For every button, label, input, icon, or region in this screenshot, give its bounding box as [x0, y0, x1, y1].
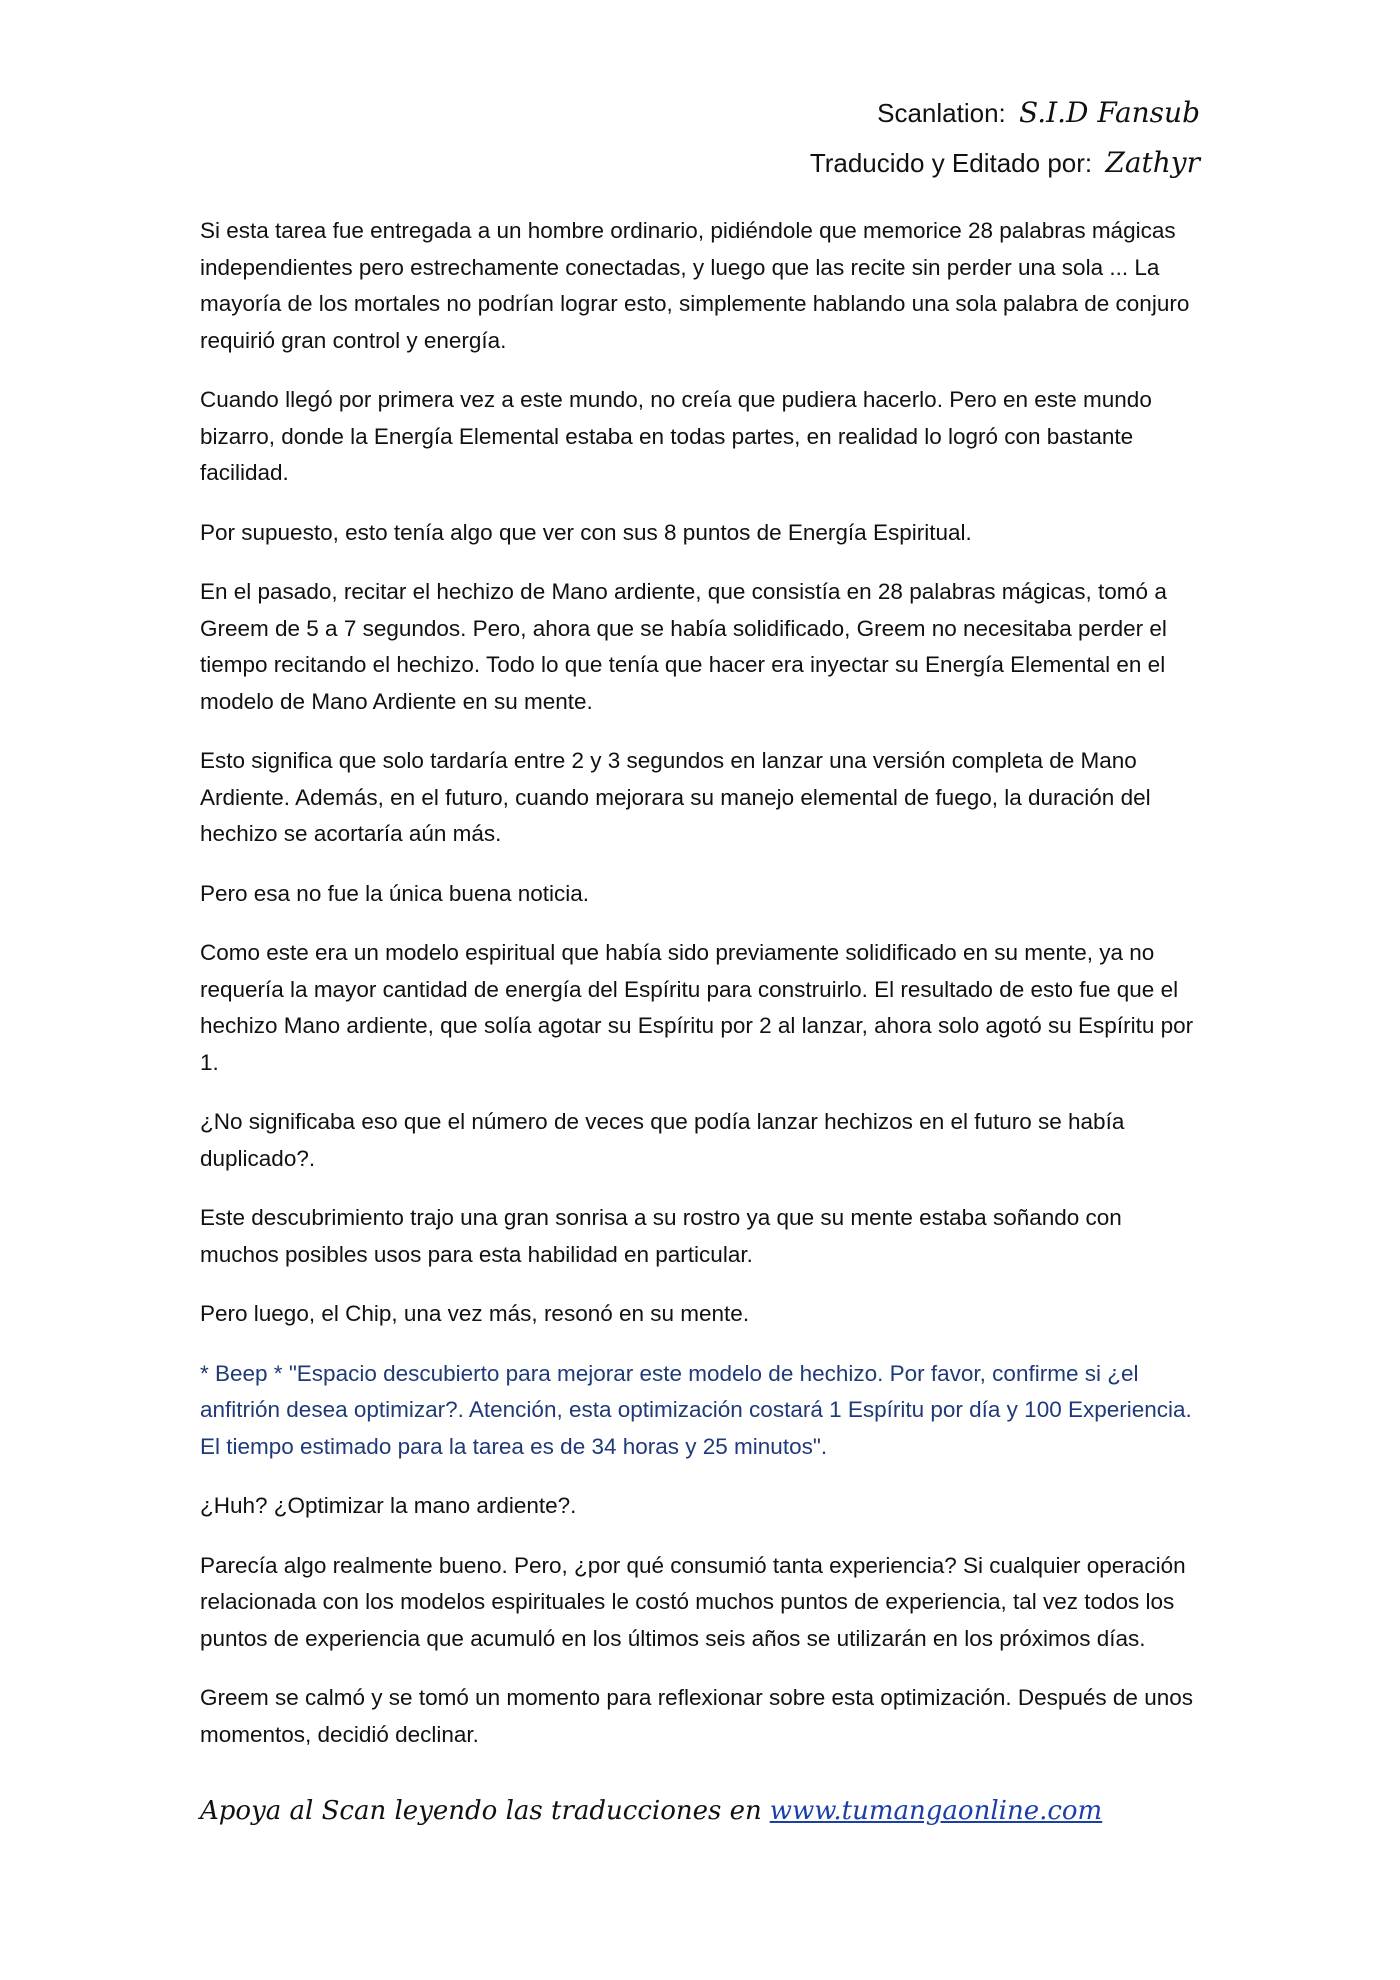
paragraph: ¿Huh? ¿Optimizar la mano ardiente?. [200, 1493, 577, 1518]
system-message-paragraph: * Beep * "Espacio descubierto para mejorar este modelo de hechizo. Por favor, confirme si ¿el anfitrión desea optimizar?. Atención, esta optimización costará 1 Espíritu por día y 100 Experiencia. El tiempo estimado para la tarea es de 34 horas y 25 minutos". [200, 1360, 1192, 1459]
translator-label: Traducido y Editado por: [809, 148, 1093, 178]
paragraph: Si esta tarea fue entregada a un hombre ordinario, pidiéndole que memorice 28 palabras mágicas independientes pero estrechamente conectadas, y luego que las recite sin perder una sola ... La mayoría de los mortales no podrían lograr esto, simplemente hablando una sola palabra de conjuro requirió gran control y energía. [200, 218, 1190, 353]
paragraph: Esto significa que solo tardaría entre 2 y 3 segundos en lanzar una versión completa de Mano Ardiente. Además, en el futuro, cuando mejorara su manejo elemental de fuego, la duración del hechizo se acortaría aún más. [200, 748, 1151, 846]
credits-block [810, 88, 1200, 188]
scanlation-label: Scanlation: [877, 98, 1006, 128]
footer-text: Apoya al Scan leyendo las traducciones en [200, 1796, 762, 1826]
paragraph: En el pasado, recitar el hechizo de Mano ardiente, que consistía en 28 palabras mágicas, tomó a Greem de 5 a 7 segundos. Pero, ahora que se había solidificado, Greem no necesitaba perder el tiempo recitando el hechizo. Todo lo que tenía que hacer era inyectar su Energía Elemental en el modelo de Mano Ardiente en su mente. [200, 579, 1167, 714]
paragraph: Cuando llegó por primera vez a este mundo, no creía que pudiera hacerlo. Pero en este mundo bizarro, donde la Energía Elemental estaba en todas partes, en realidad lo logró con bastante facilidad. [200, 387, 1152, 485]
paragraph: Por supuesto, esto tenía algo que ver con sus 8 puntos de Energía Espiritual. [200, 519, 972, 545]
paragraph: Pero esa no fue la única buena noticia. [200, 880, 590, 906]
translator-credit [810, 138, 1200, 188]
paragraph: Este descubrimiento trajo una gran sonrisa a su rostro ya que su mente estaba soñando con muchos posibles usos para esta habilidad en particular. [200, 1205, 1122, 1267]
paragraph: Pero luego, el Chip, una vez más, resonó en su mente. [200, 1301, 750, 1326]
body-text [200, 213, 1200, 1776]
footer-link[interactable]: www.tumangaonline.com [769, 1796, 1103, 1826]
footer-support-note [200, 1796, 1102, 1826]
paragraph: Como este era un modelo espiritual que había sido previamente solidificado en su mente, ya no requería la mayor cantidad de energía del Espíritu para construirlo. El resultado de esto fue que el hechizo Mano ardiente, que solía agotar su Espíritu por 2 al lanzar, ahora solo agotó su Espíritu por 1. [200, 940, 1194, 1075]
scanlation-credit [810, 88, 1200, 138]
paragraph: Parecía algo realmente bueno. Pero, ¿por qué consumió tanta experiencia? Si cualquier operación relacionada con los modelos espirituales le costó muchos puntos de experiencia, tal vez todos los puntos de experiencia que acumuló en los últimos seis años se utilizarán en los próximos días. [200, 1552, 1186, 1651]
translator-name: Zathyr [1105, 146, 1200, 179]
scanlation-group: S.I.D Fansub [1019, 96, 1200, 129]
paragraph: ¿No significaba eso que el número de veces que podía lanzar hechizos en el futuro se había duplicado?. [200, 1109, 1125, 1171]
paragraph: Greem se calmó y se tomó un momento para reflexionar sobre esta optimización. Después de unos momentos, decidió declinar. [200, 1685, 1193, 1747]
